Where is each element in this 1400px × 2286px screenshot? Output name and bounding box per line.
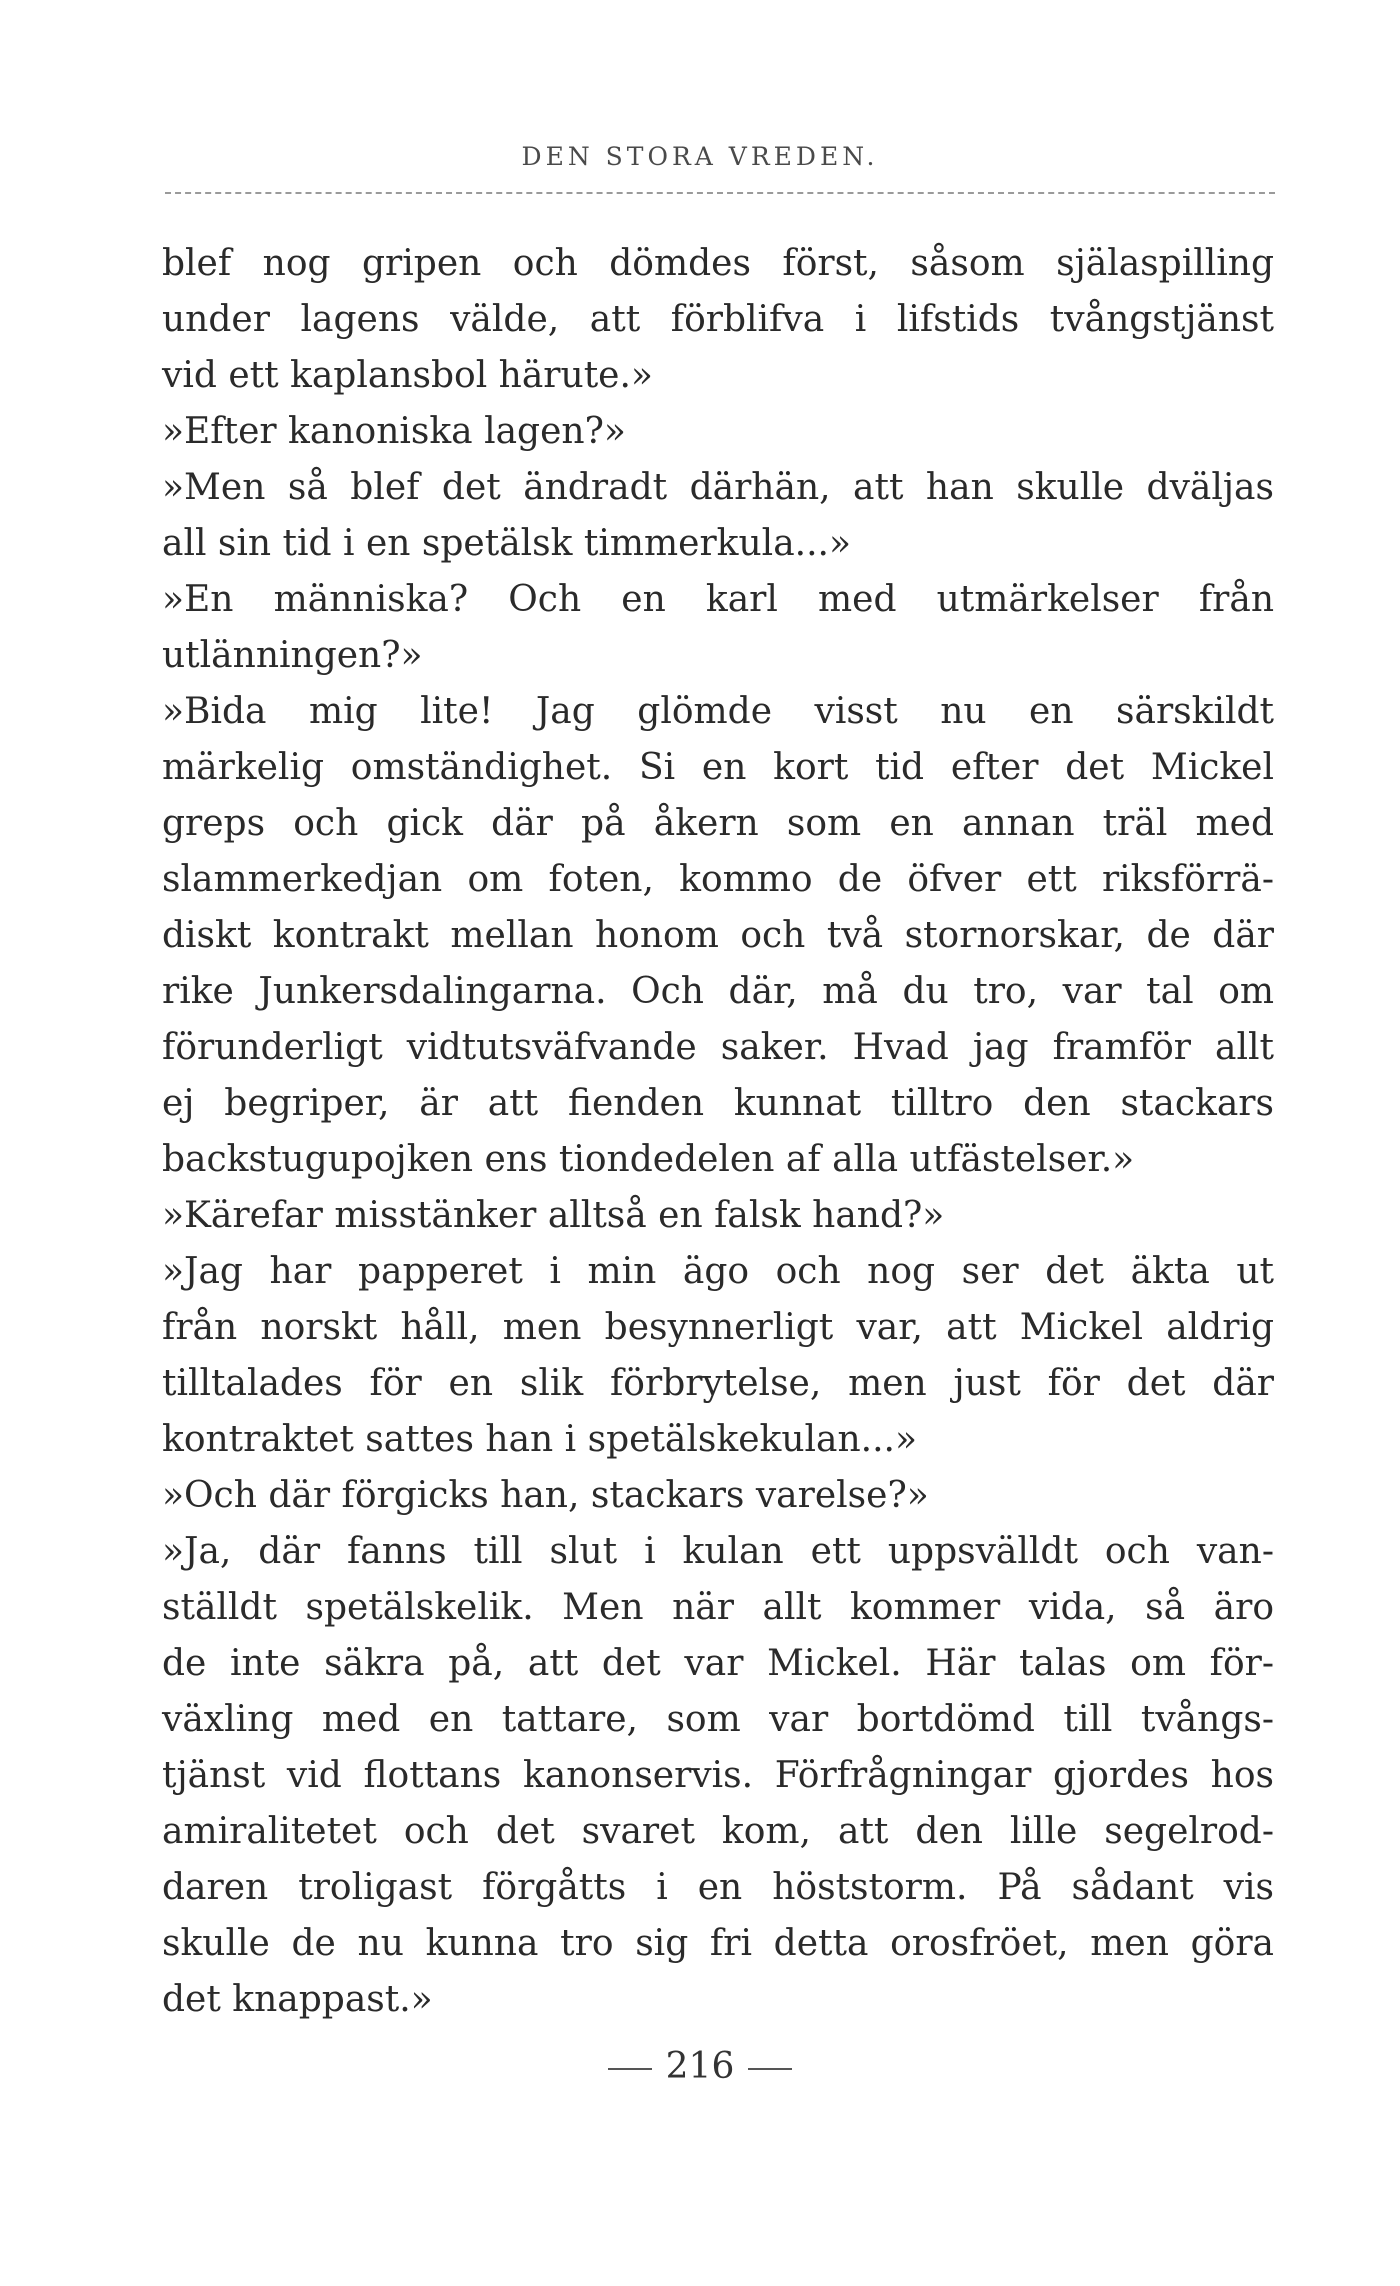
text-line: »Efter kanoniska lagen?» — [162, 411, 626, 452]
text-line: kontraktet sattes han i spetälskekulan...» — [162, 1419, 918, 1460]
page-number-dash-right — [748, 2068, 792, 2070]
text-line: märkelig omständighet. Si en kort tid efter det Mickel — [162, 747, 1274, 788]
text-line: »Ja, där fanns till slut i kulan ett uppsvälldt och van- — [162, 1531, 1274, 1572]
text-line: amiralitetet och det svaret kom, att den lille segelrod- — [162, 1811, 1274, 1852]
text-line: ej begriper, är att fienden kunnat tilltro den stackars — [162, 1083, 1274, 1124]
text-line: »Och där förgicks han, stackars varelse?» — [162, 1475, 929, 1516]
running-head: DEN STORA VREDEN. — [521, 142, 879, 171]
text-line: »Jag har papperet i min ägo och nog ser det äkta ut — [162, 1251, 1274, 1292]
text-line: utlänningen?» — [162, 635, 423, 676]
text-line: förunderligt vidtutsväfvande saker. Hvad jag framför allt — [162, 1027, 1274, 1068]
text-line: all sin tid i en spetälsk timmerkula...» — [162, 523, 852, 564]
page-number-footer — [0, 2046, 1400, 2087]
text-line: från norskt håll, men besynnerligt var, att Mickel aldrig — [162, 1307, 1274, 1348]
page-number: 216 — [665, 2046, 735, 2087]
text-line: rike Junkersdalingarna. Och där, må du tro, var tal om — [162, 971, 1274, 1012]
text-line: de inte säkra på, att det var Mickel. Här talas om för- — [162, 1643, 1274, 1684]
text-line: backstugupojken ens tiondedelen af alla utfästelser.» — [162, 1139, 1135, 1180]
text-line: tjänst vid flottans kanonservis. Förfrågningar gjordes hos — [162, 1755, 1274, 1796]
text-line: ställdt spetälskelik. Men när allt kommer vida, så äro — [162, 1587, 1274, 1628]
text-line: tilltalades för en slik förbrytelse, men just för det där — [162, 1363, 1274, 1404]
text-line: blef nog gripen och dömdes först, såsom själaspilling — [162, 243, 1274, 284]
text-line: diskt kontrakt mellan honom och två stornorskar, de där — [162, 915, 1274, 956]
text-line: »Bida mig lite! Jag glömde visst nu en särskildt — [162, 691, 1274, 732]
text-line: slammerkedjan om foten, kommo de öfver ett riksförrä- — [162, 859, 1274, 900]
text-line: växling med en tattare, som var bortdömd till tvångs- — [162, 1699, 1274, 1740]
text-line: greps och gick där på åkern som en annan träl med — [162, 803, 1274, 844]
text-line: under lagens välde, att förblifva i lifstids tvångstjänst — [162, 299, 1274, 340]
text-line: »Men så blef det ändradt därhän, att han skulle dväljas — [162, 467, 1274, 508]
text-line: daren troligast förgåtts i en höststorm. På sådant vis — [162, 1867, 1274, 1908]
text-line: skulle de nu kunna tro sig fri detta orosfröet, men göra — [162, 1923, 1274, 1964]
page-number-dash-left — [608, 2068, 652, 2070]
header-rule — [165, 192, 1275, 194]
text-line: vid ett kaplansbol härute.» — [162, 355, 653, 396]
text-line: »En människa? Och en karl med utmärkelser från — [162, 579, 1274, 620]
body-text — [162, 236, 1274, 2028]
text-line: det knappast.» — [162, 1979, 433, 2020]
text-line: »Kärefar misstänker alltså en falsk hand?» — [162, 1195, 945, 1236]
